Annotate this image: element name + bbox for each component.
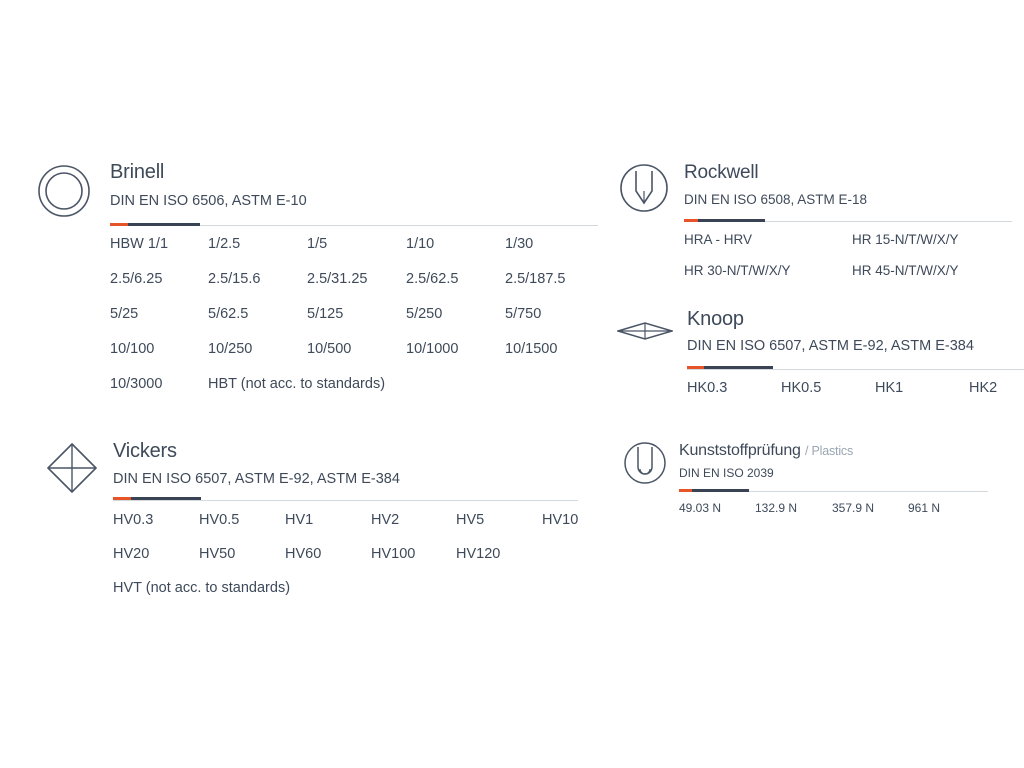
brinell-value: 10/3000 xyxy=(110,376,163,392)
knoop-standard: DIN EN ISO 6507, ASTM E-92, ASTM E-384 xyxy=(687,338,974,354)
diamond-pyramid-icon xyxy=(46,442,98,494)
plastics-subtitle: / Plastics xyxy=(804,444,853,458)
vickers-value: HVT (not acc. to standards) xyxy=(113,580,291,596)
plastics-value: 961 N xyxy=(908,501,941,515)
knoop-value: HK1 xyxy=(875,380,904,396)
vickers-value: HV0.3 xyxy=(113,512,154,528)
brinell-value: 5/25 xyxy=(110,306,139,322)
brinell-value: 2.5/62.5 xyxy=(406,271,459,287)
vickers-value: HV100 xyxy=(371,546,416,562)
circle-indenter-icon xyxy=(37,164,91,218)
brinell-value: 10/100 xyxy=(110,341,155,357)
knoop-accent-bar xyxy=(687,366,773,369)
brinell-accent-bar xyxy=(110,223,200,226)
brinell-value: 10/500 xyxy=(307,341,352,357)
vickers-value: HV50 xyxy=(199,546,236,562)
brinell-value: 5/250 xyxy=(406,306,443,322)
vickers-value: HV1 xyxy=(285,512,314,528)
vickers-value: HV60 xyxy=(285,546,322,562)
rockwell-title: Rockwell xyxy=(684,162,759,183)
plastics-value: 132.9 N xyxy=(755,501,798,515)
plastics-title xyxy=(679,442,853,460)
brinell-value: 2.5/187.5 xyxy=(505,271,566,287)
brinell-value: 10/1500 xyxy=(505,341,558,357)
vickers-value: HV20 xyxy=(113,546,150,562)
vickers-divider xyxy=(113,500,578,501)
rockwell-value: HR 30-N/T/W/X/Y xyxy=(684,263,791,278)
brinell-value: HBT (not acc. to standards) xyxy=(208,376,386,392)
brinell-value: 1/30 xyxy=(505,236,534,252)
brinell-value: 2.5/15.6 xyxy=(208,271,261,287)
vickers-value: HV5 xyxy=(456,512,485,528)
brinell-value: 2.5/31.25 xyxy=(307,271,368,287)
rhombus-indenter-icon xyxy=(617,321,673,341)
brinell-value: 5/62.5 xyxy=(208,306,249,322)
brinell-value: 1/5 xyxy=(307,236,328,252)
plastics-title-text: Kunststoffprüfung xyxy=(679,442,801,459)
vickers-value: HV2 xyxy=(371,512,400,528)
rockwell-accent-bar xyxy=(684,219,765,222)
brinell-value: 5/125 xyxy=(307,306,344,322)
rockwell-value: HRA - HRV xyxy=(684,232,753,247)
vickers-value: HV10 xyxy=(542,512,579,528)
vickers-accent-bar xyxy=(113,497,201,500)
rockwell-value: HR 15-N/T/W/X/Y xyxy=(852,232,959,247)
vickers-value: HV0.5 xyxy=(199,512,240,528)
cone-indenter-icon xyxy=(619,163,669,213)
brinell-standard: DIN EN ISO 6506, ASTM E-10 xyxy=(110,193,307,209)
vickers-title: Vickers xyxy=(113,440,177,462)
brinell-value: HBW 1/1 xyxy=(110,236,169,252)
knoop-value: HK0.5 xyxy=(781,380,822,396)
plastics-accent-bar xyxy=(679,489,749,492)
plastics-value: 357.9 N xyxy=(832,501,875,515)
vickers-value: HV120 xyxy=(456,546,501,562)
knoop-value: HK2 xyxy=(969,380,998,396)
plastics-value: 49.03 N xyxy=(679,501,722,515)
brinell-value: 10/1000 xyxy=(406,341,459,357)
plastics-standard: DIN EN ISO 2039 xyxy=(679,466,774,480)
brinell-value: 1/2.5 xyxy=(208,236,241,252)
rockwell-standard: DIN EN ISO 6508, ASTM E-18 xyxy=(684,192,868,207)
vickers-standard: DIN EN ISO 6507, ASTM E-92, ASTM E-384 xyxy=(113,471,400,487)
brinell-value: 1/10 xyxy=(406,236,435,252)
brinell-value: 5/750 xyxy=(505,306,542,322)
brinell-value: 10/250 xyxy=(208,341,253,357)
knoop-value: HK0.3 xyxy=(687,380,728,396)
brinell-title: Brinell xyxy=(110,161,165,183)
ball-indenter-icon xyxy=(623,441,667,485)
knoop-divider xyxy=(687,369,1024,370)
brinell-value: 2.5/6.25 xyxy=(110,271,163,287)
rockwell-value: HR 45-N/T/W/X/Y xyxy=(852,263,959,278)
knoop-title: Knoop xyxy=(687,308,744,330)
